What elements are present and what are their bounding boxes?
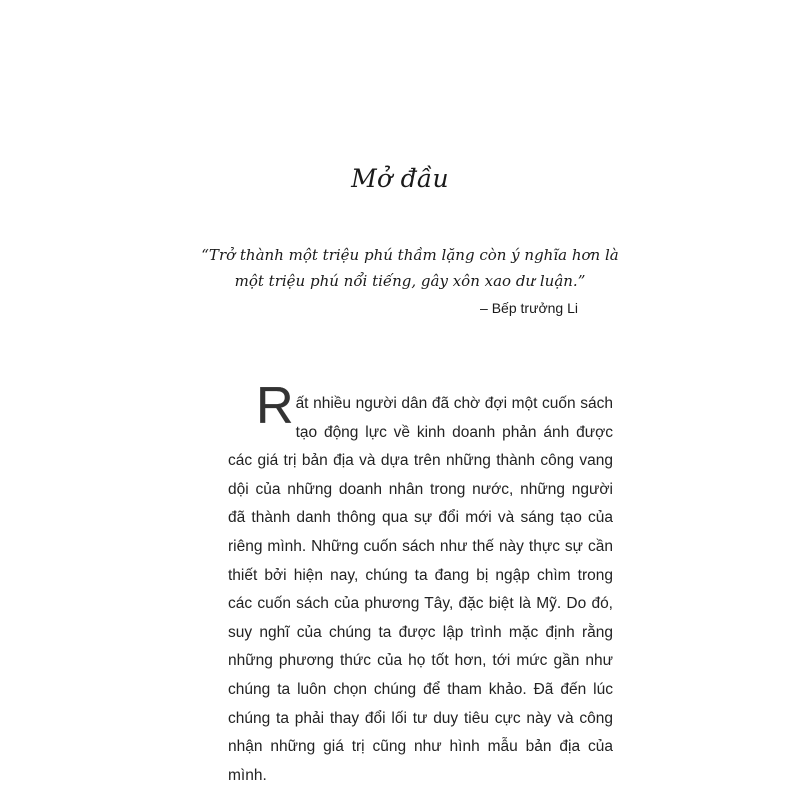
- chapter-title: Mở đầu: [351, 164, 449, 193]
- epigraph-quote: “Trở thành một triệu phú thầm lặng còn ý nghĩa hơn là một triệu phú nổi tiếng, gây xôn xao dư luận.”: [201, 246, 619, 290]
- body-paragraph-text: ất nhiều người dân đã chờ đợi một cuốn sách tạo động lực về kinh doanh phản ánh được các giá trị bản địa và dựa trên những thành công vang dội của những doanh nhân trong nước, những người đã thành danh thông qua sự đổi mới và sáng tạo của riêng mình. Những cuốn sách như thế này thực sự cần thiết bởi hiện nay, chúng ta đang bị ngập chìm trong các cuốn sách của phương Tây, đặc biệt là Mỹ. Do đó, suy nghĩ của chúng ta được lập trình mặc định rằng những phương thức của họ tốt hơn, tới mức gần như chúng ta luôn chọn chúng để tham khảo. Đã đến lúc chúng ta phải thay đổi lối tư duy tiêu cực này và công nhận những giá trị cũng như hình mẫu bản địa của mình.: [228, 395, 613, 784]
- drop-cap-letter: R: [256, 377, 294, 435]
- body-paragraph: [228, 377, 613, 790]
- epigraph-attribution: – Bếp trưởng Li: [480, 300, 578, 316]
